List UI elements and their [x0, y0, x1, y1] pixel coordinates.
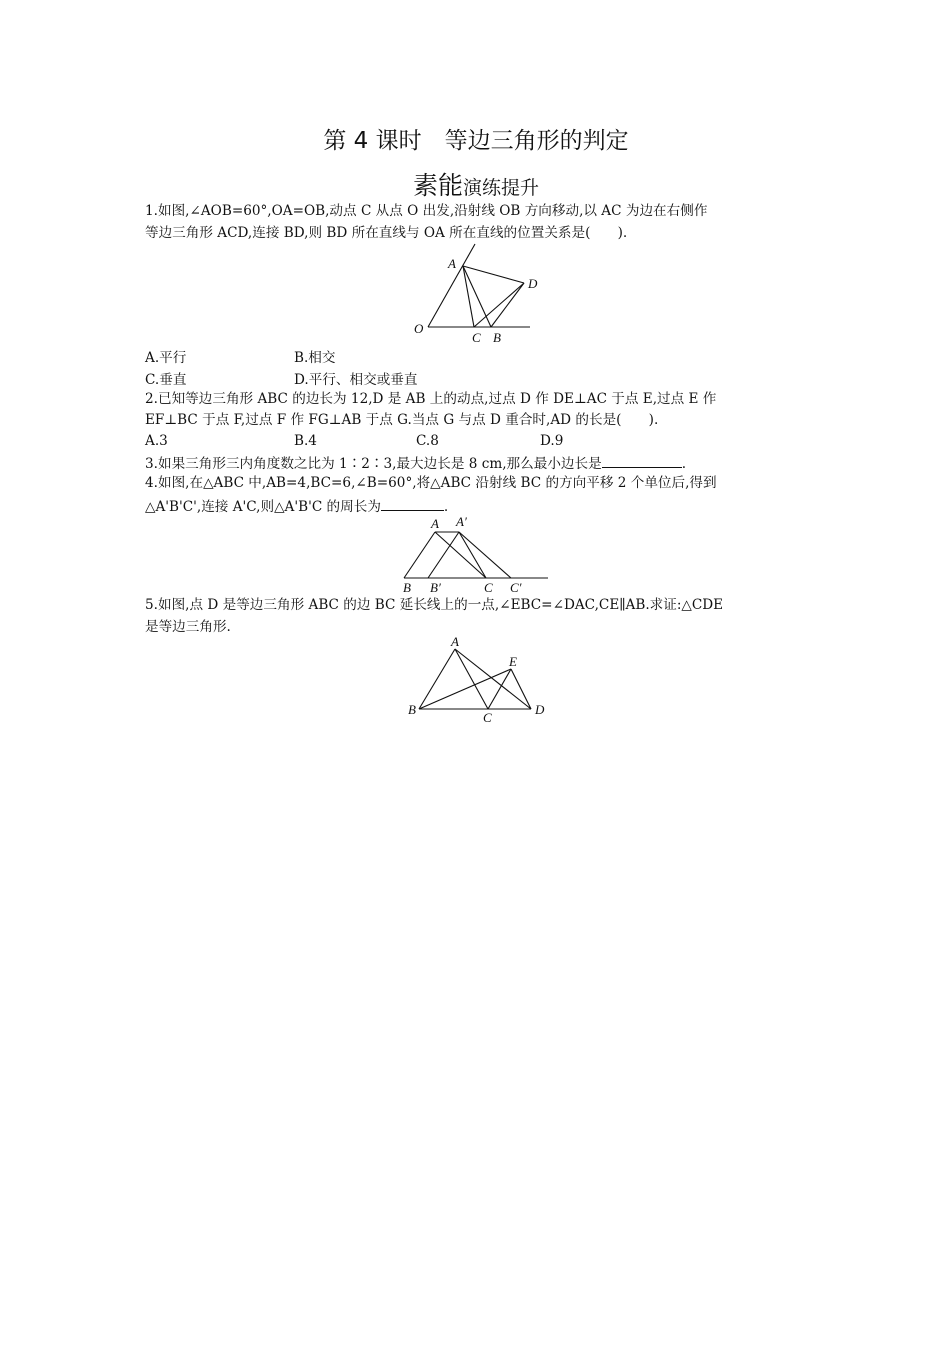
q3-text: 3.如果三角形三内角度数之比为 1∶2∶3,最大边长是 8 cm,那么最小边长是 [145, 456, 602, 472]
label-c: C [483, 710, 492, 725]
q2-option-a: A.3 [145, 433, 168, 449]
q1-line-1: 1.如图,∠AOB=60°,OA=OB,动点 C 从点 O 出发,沿射线 OB 方向移动,以 AC 为边在右侧作 [145, 203, 708, 219]
q2-line-1: 2.已知等边三角形 ABC 的边长为 12,D 是 AB 上的动点,过点 D 作 DE⊥AC 于点 E,过点 E 作 [145, 391, 717, 407]
q2-option-c: C.8 [416, 433, 439, 449]
q1-option-a: A.平行 [145, 350, 187, 366]
q1-option-d: D.平行、相交或垂直 [294, 372, 418, 388]
q2-line-2: EF⊥BC 于点 F,过点 F 作 FG⊥AB 于点 G.当点 G 与点 D 重合时,AD 的长是( ). [145, 412, 659, 428]
label-d: D [528, 276, 538, 291]
label-b-prime: B′ [430, 580, 441, 595]
q2-option-b: B.4 [294, 433, 317, 449]
q1-option-c: C.垂直 [145, 372, 187, 388]
lesson-title: 第 4 课时 等边三角形的判定 [323, 128, 629, 154]
q4-line-1: 4.如图,在△ABC 中,AB=4,BC=6,∠B=60°,将△ABC 沿射线 BC 的方向平移 2 个单位后,得到 [145, 475, 717, 491]
subtitle-small: 演练提升 [463, 177, 540, 199]
label-c: C [484, 580, 493, 595]
q4-end: . [443, 499, 449, 515]
label-b: B [493, 330, 501, 345]
q5-line-2: 是等边三角形. [145, 619, 231, 635]
seg-ab [419, 649, 455, 709]
seg-de [511, 669, 531, 709]
label-c-prime: C′ [510, 580, 522, 595]
label-a: A [451, 634, 459, 649]
seg-be [419, 669, 511, 709]
q2-option-d: D.9 [540, 433, 564, 449]
label-e: E [509, 654, 517, 669]
seg-ce [488, 669, 511, 709]
label-b: B [403, 580, 411, 595]
label-b: B [408, 702, 416, 717]
q4-text: △A'B'C',连接 A'C,则△A'B'C 的周长为 [145, 499, 381, 515]
subtitle-large: 素能 [412, 171, 463, 200]
label-a: A [431, 516, 439, 531]
q1-option-b: B.相交 [294, 350, 336, 366]
label-c: C [472, 330, 481, 345]
label-a-prime: A′ [456, 514, 467, 529]
label-o: O [414, 321, 424, 336]
q3-end: . [681, 456, 687, 472]
label-a: A [448, 256, 456, 271]
q5-line-1: 5.如图,点 D 是等边三角形 ABC 的边 BC 延长线上的一点,∠EBC=∠DAC,CE∥AB.求证:△CDE [145, 597, 724, 613]
label-d: D [535, 702, 545, 717]
seg-ac [455, 649, 488, 709]
q1-line-2: 等边三角形 ACD,连接 BD,则 BD 所在直线与 OA 所在直线的位置关系是( ). [145, 225, 628, 241]
